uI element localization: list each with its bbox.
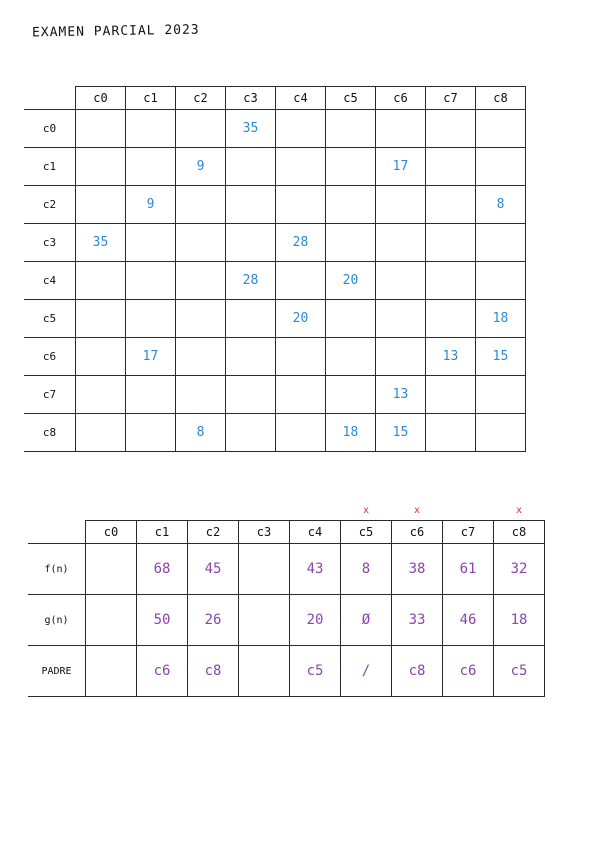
table-cell: 15: [476, 338, 526, 376]
column-header-c4: [290, 521, 341, 544]
table-corner: [28, 521, 86, 544]
row-header: c5: [24, 300, 76, 338]
column-header-c2: [176, 87, 226, 110]
header-row: [24, 87, 526, 110]
column-header-label: c8: [493, 91, 508, 105]
table-cell: 9: [126, 186, 176, 224]
row-header: c4: [24, 262, 76, 300]
table-cell: [176, 262, 226, 300]
table-cell: 17: [376, 148, 426, 186]
table-cell: 8: [176, 414, 226, 452]
table-cell: [276, 148, 326, 186]
table-cell: [476, 148, 526, 186]
table-cell: [426, 148, 476, 186]
column-header-label: c3: [243, 91, 258, 105]
table-cell: [126, 376, 176, 414]
column-header-label: c1: [154, 525, 170, 539]
cross-mark: x: [362, 505, 370, 516]
table-row: [24, 110, 526, 148]
column-header-c5: [326, 87, 376, 110]
table-cell: [239, 595, 290, 646]
table-cell: [226, 414, 276, 452]
table-cell: [376, 262, 426, 300]
table-cell: [376, 224, 426, 262]
table-cell: [226, 224, 276, 262]
table-cell: [76, 376, 126, 414]
column-header-c5: [341, 505, 392, 544]
column-header-c3: [239, 521, 290, 544]
table-cell: [226, 300, 276, 338]
table-cell: [276, 262, 326, 300]
table-cell: [326, 338, 376, 376]
table-cell: [426, 376, 476, 414]
table-cell: c8: [188, 646, 239, 697]
column-header-c1: [126, 87, 176, 110]
result-table: [28, 505, 545, 697]
table-cell: 35: [76, 224, 126, 262]
table-cell: c6: [443, 646, 494, 697]
table-cell: [76, 414, 126, 452]
row-header: c6: [24, 338, 76, 376]
table-cell: 18: [476, 300, 526, 338]
row-header: c7: [24, 376, 76, 414]
table-cell: 61: [443, 544, 494, 595]
table-cell: [226, 376, 276, 414]
table-cell: 46: [443, 595, 494, 646]
column-header-c3: [226, 87, 276, 110]
table-cell: 26: [188, 595, 239, 646]
table-cell: 8: [476, 186, 526, 224]
table-cell: 18: [494, 595, 545, 646]
table-cell: [376, 338, 426, 376]
table-cell: [76, 300, 126, 338]
column-header-c0: [86, 521, 137, 544]
table-cell: [86, 646, 137, 697]
table-cell: 13: [426, 338, 476, 376]
table-cell: [176, 338, 226, 376]
table-cell: [276, 338, 326, 376]
table-row: [24, 224, 526, 262]
table-cell: 28: [276, 224, 326, 262]
table-cell: 20: [276, 300, 326, 338]
table-cell: 32: [494, 544, 545, 595]
table-cell: 20: [290, 595, 341, 646]
table-cell: c6: [137, 646, 188, 697]
column-header-label: c5: [343, 91, 358, 105]
table-cell: [476, 110, 526, 148]
table-cell: [76, 338, 126, 376]
table-cell: [476, 414, 526, 452]
column-header-c8: [494, 505, 545, 544]
column-header-label: c6: [409, 525, 425, 539]
table-row: [24, 300, 526, 338]
table-row: [24, 376, 526, 414]
table-cell: Ø: [341, 595, 392, 646]
column-header-label: c4: [293, 91, 308, 105]
column-header-c1: [137, 521, 188, 544]
column-header-c7: [443, 521, 494, 544]
table-cell: [276, 186, 326, 224]
row-header: c1: [24, 148, 76, 186]
column-header-label: c2: [205, 525, 221, 539]
table-cell: [176, 224, 226, 262]
table-cell: [76, 186, 126, 224]
table-cell: [426, 186, 476, 224]
column-header-label: c0: [103, 525, 119, 539]
table-cell: 18: [326, 414, 376, 452]
table-row: [28, 595, 545, 646]
header-row: [28, 521, 545, 544]
table-cell: 20: [326, 262, 376, 300]
table-row: [24, 262, 526, 300]
table-cell: [376, 300, 426, 338]
table-cell: [326, 300, 376, 338]
column-header-c2: [188, 521, 239, 544]
table-cell: [276, 376, 326, 414]
row-header: PADRE: [28, 646, 86, 697]
column-header-label: c3: [256, 525, 272, 539]
table-cell: 45: [188, 544, 239, 595]
column-header-c6: [392, 505, 443, 544]
table-cell: c5: [290, 646, 341, 697]
table-cell: [476, 376, 526, 414]
table-cell: [226, 148, 276, 186]
column-header-c8: [476, 87, 526, 110]
table-cell: [239, 646, 290, 697]
table-cell: 38: [392, 544, 443, 595]
table-cell: [426, 224, 476, 262]
table-cell: [86, 544, 137, 595]
row-header: c3: [24, 224, 76, 262]
table-cell: c8: [392, 646, 443, 697]
table-row: [24, 148, 526, 186]
column-header-c7: [426, 87, 476, 110]
table-cell: [176, 376, 226, 414]
table-cell: [276, 414, 326, 452]
table-cell: [276, 110, 326, 148]
table-cell: 13: [376, 376, 426, 414]
column-header-label: c6: [393, 91, 408, 105]
row-header: c2: [24, 186, 76, 224]
column-header-c4: [276, 87, 326, 110]
table-cell: [476, 262, 526, 300]
table-cell: [326, 376, 376, 414]
table-cell: [326, 148, 376, 186]
column-header-label: c7: [443, 91, 458, 105]
table-cell: 9: [176, 148, 226, 186]
table-cell: [426, 262, 476, 300]
table-cell: 43: [290, 544, 341, 595]
page-title: EXAMEN PARCIAL 2023: [31, 22, 200, 41]
table-corner: [24, 87, 76, 110]
column-header-label: c4: [307, 525, 323, 539]
distance-table: [24, 86, 526, 452]
row-header: c0: [24, 110, 76, 148]
table-cell: [376, 110, 426, 148]
table-cell: 8: [341, 544, 392, 595]
table-row: [28, 646, 545, 697]
column-header-label: c8: [511, 525, 527, 539]
table-cell: [326, 224, 376, 262]
table-cell: [176, 300, 226, 338]
table-cell: [126, 148, 176, 186]
table-cell: [376, 186, 426, 224]
table-row: [24, 338, 526, 376]
table-cell: [426, 110, 476, 148]
column-header-label: c0: [93, 91, 108, 105]
table-cell: [326, 110, 376, 148]
table-cell: [126, 262, 176, 300]
table-row: [24, 186, 526, 224]
table-cell: [226, 186, 276, 224]
table-cell: [76, 148, 126, 186]
row-header: f(n): [28, 544, 86, 595]
table-cell: 33: [392, 595, 443, 646]
table-cell: 28: [226, 262, 276, 300]
table-cell: [76, 262, 126, 300]
table-cell: [426, 414, 476, 452]
table-cell: [476, 224, 526, 262]
column-header-label: c7: [460, 525, 476, 539]
table-cell: 35: [226, 110, 276, 148]
table-cell: [176, 110, 226, 148]
table-cell: [239, 544, 290, 595]
column-header-label: c1: [143, 91, 158, 105]
table-cell: [86, 595, 137, 646]
table-cell: [426, 300, 476, 338]
table-cell: [126, 300, 176, 338]
table-cell: c5: [494, 646, 545, 697]
row-header: g(n): [28, 595, 86, 646]
table-cell: [76, 110, 126, 148]
table-row: [24, 414, 526, 452]
table-cell: 15: [376, 414, 426, 452]
table-cell: /: [341, 646, 392, 697]
table-cell: [126, 110, 176, 148]
table-row: [28, 544, 545, 595]
column-header-c6: [376, 87, 426, 110]
row-header: c8: [24, 414, 76, 452]
table-cell: [126, 414, 176, 452]
column-header-label: c2: [193, 91, 208, 105]
table-cell: 50: [137, 595, 188, 646]
cross-mark: x: [413, 505, 421, 516]
column-header-label: c5: [358, 525, 374, 539]
table-cell: [326, 186, 376, 224]
column-header-c0: [76, 87, 126, 110]
table-cell: [126, 224, 176, 262]
table-cell: 68: [137, 544, 188, 595]
table-cell: [226, 338, 276, 376]
cross-mark: x: [515, 505, 523, 516]
table-cell: [176, 186, 226, 224]
table-cell: 17: [126, 338, 176, 376]
